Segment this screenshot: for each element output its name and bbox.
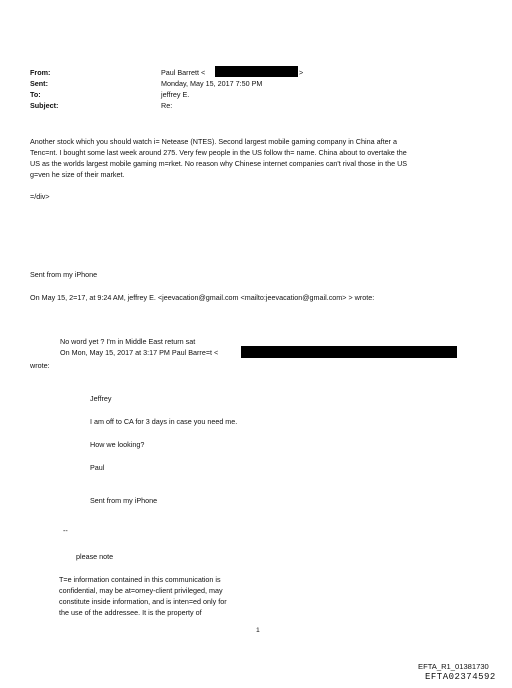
sent-value: Monday, May 15, 2017 7:50 PM: [161, 79, 263, 88]
signature-text: Paul: [90, 463, 105, 472]
sent-from-text: Sent from my iPhone: [30, 270, 98, 279]
page-number: 1: [256, 627, 260, 634]
from-tail: >: [299, 68, 304, 77]
subject-label: Subject:: [30, 101, 59, 110]
sent-label: Sent:: [30, 79, 48, 88]
to-label: To:: [30, 90, 41, 99]
paragraph-line: US as the worlds largest mobile gaming m=rket. No reason why Chinese internet companies can't rival those in the US: [30, 159, 408, 168]
from-value: Paul Barrett <: [161, 68, 206, 77]
redaction-box: [215, 66, 298, 77]
bates-number-secondary: EFTA02374592: [425, 672, 496, 682]
message-text: I am off to CA for 3 days in case you need me.: [90, 417, 238, 426]
paragraph-line: Another stock which you should watch i= Netease (NTES). Second largest mobile gaming company in China after a: [30, 137, 397, 146]
quote-line: No word yet ? I'm in Middle East return sat: [60, 337, 196, 346]
greeting-text: Jeffrey: [90, 394, 112, 403]
disclaimer-line: constitute inside information, and is inten=ed only for: [59, 597, 227, 606]
on-wrote-line: On May 15, 2=17, at 9:24 AM, jeffrey E. <jeevacation@gmail.com <mailto:jeevacation@gmail.com> > wrote:: [30, 293, 375, 302]
from-label: From:: [30, 68, 51, 77]
quote-line: On Mon, May 15, 2017 at 3:17 PM Paul Barre=t <: [60, 348, 219, 357]
paragraph-line: g=ven he size of their market.: [30, 170, 125, 179]
to-value: jeffrey E.: [161, 90, 190, 99]
wrote-text: wrote:: [30, 361, 50, 370]
disclaimer-line: T=e information contained in this communication is: [59, 575, 221, 584]
please-note-text: please note: [76, 552, 114, 561]
redaction-box: [241, 346, 457, 358]
bates-number-primary: EFTA_R1_01381730: [418, 662, 489, 671]
paragraph-line: Tenc=nt. I bought some last week around 275. Very few people in the US follow th= name. China about to overtake the: [30, 148, 407, 157]
div-close-text: =/div>: [30, 192, 50, 201]
disclaimer-line: confidential, may be at=orney-client privileged, may: [59, 586, 223, 595]
message-text: How we looking?: [90, 440, 145, 449]
subject-value: Re:: [161, 101, 173, 110]
sent-from-text: Sent from my iPhone: [90, 496, 158, 505]
disclaimer-line: the use of the addressee. It is the property of: [59, 608, 202, 617]
separator-dashes: --: [63, 526, 68, 535]
